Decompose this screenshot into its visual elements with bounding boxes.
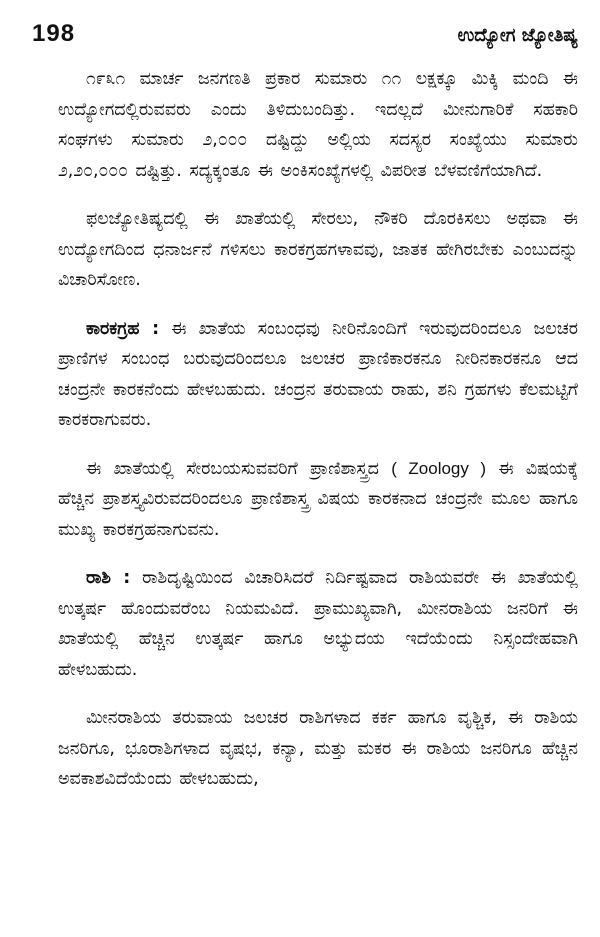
paragraph-census xyxy=(58,64,578,186)
latin-term: ( Zoology ) xyxy=(391,458,487,478)
paragraph-water-signs xyxy=(58,703,578,795)
paragraph-rashi xyxy=(58,563,578,685)
paragraph-karaka-graha xyxy=(58,314,578,436)
paragraph-lead-heading: ರಾಶಿ : xyxy=(86,568,131,588)
page-header xyxy=(32,20,578,50)
paragraph-text: ಈ ಖಾತೆಯಲ್ಲಿ ಸೇರಬಯಸುವವರಿಗೆ ಪ್ರಾಣಿಶಾಸ್ತ್ರದ xyxy=(86,458,379,479)
paragraph-zoology xyxy=(58,454,578,546)
body-text xyxy=(58,64,578,809)
paragraph-text: ಫಲಜ್ಯೋತಿಷ್ಯದಲ್ಲಿ ಈ ಖಾತೆಯಲ್ಲಿ ಸೇರಲು, ನೌಕರಿ ದೊರಕಿಸಲು ಅಥವಾ ಈ ಉದ್ಯೋಗದಿಂದ ಧನಾರ್ಜನೆ ಗಳಿಸಲು ಕಾರಕಗ್ರಹಗಳಾವವು, ಜಾತಕ ಹೇಗಿರಬೇಕು ಎಂಬುದನ್ನು ವಿಚಾರಿಸೋಣ. xyxy=(58,209,578,290)
paragraph-text-continued: ಈ ವಿಷಯಕ್ಕೆ ಹೆಚ್ಚಿನ ಪ್ರಾಶಸ್ತ್ಯವಿರುವದರಿಂದಲೂ ಪ್ರಾಣಿಶಾಸ್ತ್ರ ವಿಷಯ ಕಾರಕನಾದ ಚಂದ್ರನೇ ಮೂಲ ಹಾಗೂ ಮುಖ್ಯ ಕಾರಕಗ್ರಹನಾಗುವನು. xyxy=(58,458,578,540)
paragraph-text: ಈ ಖಾತೆಯ ಸಂಬಂಧವು ನೀರಿನೊಂದಿಗೆ ಇರುವುದರಿಂದಲೂ ಜಲಚರ ಪ್ರಾಣಿಗಳ ಸಂಬಂಧ ಬರುವುದರಿಂದಲೂ ಜಲಚರ ಪ್ರಾಣಿಕಾರಕನೂ ನೀರಿನಕಾರಕನೂ ಆದ ಚಂದ್ರನೇ ಕಾರಕನೆಂದು ಹೇಳಬಹುದು. ಚಂದ್ರನ ತರುವಾಯ ರಾಹು, ಶನಿ ಗ್ರಹಗಳು ಕೆಲಮಟ್ಟಿಗೆ ಕಾರಕರಾಗುವರು. xyxy=(58,318,578,430)
page-number: 198 xyxy=(32,20,76,47)
paragraph-text: ರಾಶಿದೃಷ್ಟಿಯಿಂದ ವಿಚಾರಿಸಿದರೆ ನಿರ್ದಿಷ್ಟವಾದ ರಾಶಿಯವರೇ ಈ ಖಾತೆಯಲ್ಲಿ ಉತ್ಕರ್ಷ ಹೊಂದುವರೆಂಬ ನಿಯಮವಿದೆ. ಪ್ರಾಮುಖ್ಯವಾಗಿ, ಮೀನರಾಶಿಯ ಜನರಿಗೆ ಈ ಖಾತೆಯಲ್ಲಿ ಹೆಚ್ಚಿನ ಉತ್ಕರ್ಷ ಹಾಗೂ ಅಭ್ಯುದಯ ಇದೆಯೆಂದು ನಿಸ್ಸಂದೇಹವಾಗಿ ಹೇಳಬಹುದು. xyxy=(58,568,578,680)
paragraph-text: ೧೯೩೧ ಮಾರ್ಚ ಜನಗಣತಿ ಪ್ರಕಾರ ಸುಮಾರು ೧೧ ಲಕ್ಷಕ್ಕೂ ಮಿಕ್ಕಿ ಮಂದಿ ಈ ಉದ್ಯೋಗದಲ್ಲಿರುವವರು ಎಂದು ತಿಳಿದುಬಂದಿತ್ತು. ಇದಲ್ಲದೆ ಮೀನುಗಾರಿಕೆ ಸಹಕಾರಿ ಸಂಘಗಳು ಸುಮಾರು ೨,೦೦೦ ದಷ್ಟಿದ್ದು ಅಲ್ಲಿಯ ಸದಸ್ಯರ ಸಂಖ್ಯೆಯು ಸುಮಾರು ೨,೨೦,೦೦೦ ದಷ್ಟಿತ್ತು. ಸದ್ಯಕ್ಕಂತೂ ಈ ಅಂಕಿಸಂಖ್ಯೆಗಳಲ್ಲಿ ವಿಪರೀತ ಬೆಳವಣಿಗೆಯಾಗಿದೆ. xyxy=(58,69,578,181)
paragraph-astrology-intro xyxy=(58,204,578,296)
paragraph-lead-heading: ಕಾರಕಗ್ರಹ : xyxy=(86,318,160,339)
running-title: ಉದ್ಯೋಗ ಜ್ಯೋತಿಷ್ಯ xyxy=(457,25,578,46)
paragraph-text: ಮೀನರಾಶಿಯ ತರುವಾಯ ಜಲಚರ ರಾಶಿಗಳಾದ ಕರ್ಕ ಹಾಗೂ ವೃಶ್ಚಿಕ, ಈ ರಾಶಿಯ ಜನರಿಗೂ, ಭೂರಾಶಿಗಳಾದ ವೃಷಭ, ಕನ್ಯಾ, ಮತ್ತು ಮಕರ ಈ ರಾಶಿಯ ಜನರಿಗೂ ಹೆಚ್ಚಿನ ಅವಕಾಶವಿದೆಯೆಂದು ಹೇಳಬಹುದು, xyxy=(58,708,578,789)
